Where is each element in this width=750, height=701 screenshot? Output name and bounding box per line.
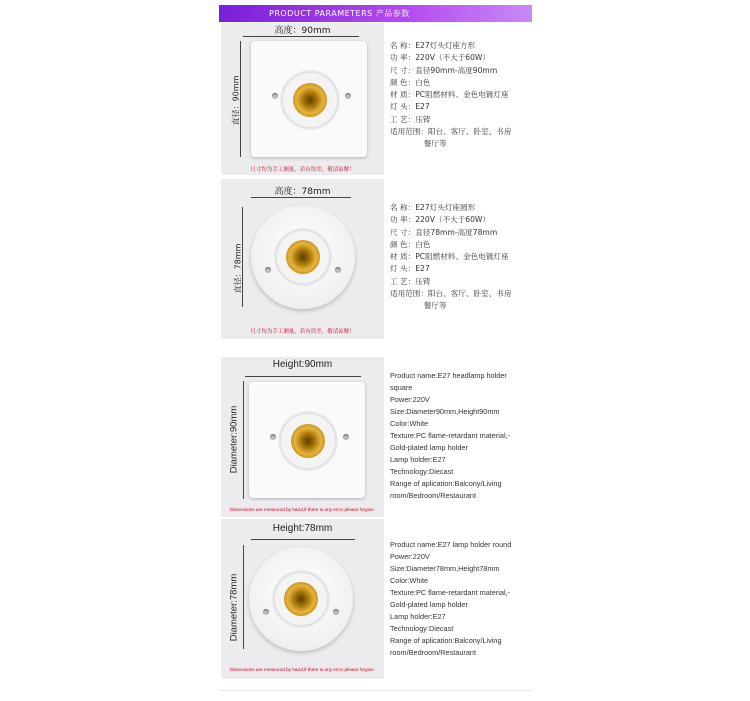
spec-line: 工 艺：压铸 — [390, 276, 431, 286]
spec-line: Texture:PC flame-retardant material,- — [390, 588, 511, 597]
spec-list-round-en — [390, 539, 511, 659]
round-lamp-holder — [249, 547, 353, 651]
spec-line: Technology:Diecast — [390, 467, 454, 476]
spec-line: Size:Diameter90mm,Height90mm — [390, 407, 500, 416]
spec-list-square-en — [390, 370, 510, 502]
screw-hole-left — [265, 267, 271, 273]
height-dimension-line — [243, 36, 359, 37]
spec-line: 名 称：E27灯头灯座方形 — [390, 41, 476, 50]
spec-line: 名 称：E27灯头灯座圆形 — [390, 203, 476, 212]
spec-line: Size:Diameter78mm,Height78mm — [390, 564, 500, 573]
height-dimension-line — [251, 539, 355, 540]
height-label: Height:90mm — [272, 359, 333, 370]
diameter-label: Diameter:78mm — [228, 573, 240, 642]
spec-line: Texture:PC flame-retardant material,- — [390, 431, 511, 440]
spec-line: Color:White — [390, 419, 429, 428]
spec-list-round-cn — [390, 202, 512, 313]
spec-line: Lamp holder:E27 — [390, 612, 446, 621]
screw-hole-right — [343, 434, 349, 440]
screw-hole-right — [345, 93, 351, 99]
spec-line: 适用范围：阳台、客厅、卧室、书房 — [390, 127, 512, 137]
screw-hole-left — [270, 434, 276, 440]
screw-hole-right — [333, 609, 339, 615]
diameter-label: Diameter:90mm — [228, 405, 240, 474]
spec-list-square-cn — [390, 40, 512, 151]
spec-line: Power:220V — [390, 552, 430, 561]
product-parameters-banner — [219, 5, 532, 22]
measurement-note: 尺寸均为手工测量，若有误差，敬请谅解！ — [250, 329, 355, 335]
height-label: Height:78mm — [272, 523, 333, 534]
height-dimension-line — [245, 376, 361, 377]
spec-line: Range of aplication:Balcony/Living — [390, 636, 502, 645]
spec-line: 颜 色：白色 — [390, 239, 431, 249]
spec-line: 颜 色：白色 — [390, 77, 431, 87]
screw-hole-right — [335, 267, 341, 273]
banner-title: PRODUCT PARAMETERS 产品参数 — [269, 9, 410, 18]
screw-hole-left — [272, 93, 278, 99]
spec-line: Color:White — [390, 576, 429, 585]
spec-line: room/Bedroom/Restaurant — [390, 491, 476, 500]
spec-line: Product name:E27 headlamp holder — [390, 371, 507, 380]
product-image-round-cn — [221, 179, 384, 339]
gold-socket — [284, 582, 318, 616]
spec-line: 功 率：220V（不大于60W） — [390, 215, 491, 225]
spec-line: 灯 头：E27 — [390, 264, 430, 274]
spec-line: Gold-plated lamp holder — [390, 443, 468, 452]
spec-line: 餐厅等 — [390, 139, 447, 149]
spec-line: 材 质：PC阻燃材料、金色电镀灯座 — [390, 252, 509, 262]
bottom-divider — [219, 690, 532, 691]
product-image-round-en — [221, 519, 384, 679]
gold-socket — [291, 424, 325, 458]
diameter-label: 直径：78mm — [233, 243, 243, 294]
product-image-square-cn — [221, 23, 384, 175]
square-lamp-holder — [249, 382, 365, 498]
spec-line: 尺 寸：直径78mm-高度78mm — [390, 227, 498, 237]
spec-line: Power:220V — [390, 395, 430, 404]
spec-line: room/Bedroom/Restaurant — [390, 648, 476, 657]
height-label: 高度：78mm — [274, 187, 331, 197]
height-label: 高度：90mm — [274, 26, 331, 36]
gold-socket — [293, 83, 327, 117]
square-lamp-holder — [251, 41, 367, 157]
gold-socket — [286, 240, 320, 274]
spec-line: 适用范围：阳台、客厅、卧室、书房 — [390, 289, 512, 299]
screw-hole-left — [263, 609, 269, 615]
spec-line: 尺 寸：直径90mm-高度90mm — [390, 65, 498, 75]
spec-line: Product name:E27 lamp holder round — [390, 540, 512, 549]
measurement-note: Dimensions are measured by hand,if there is any error please forgive. — [230, 667, 375, 672]
height-dimension-line — [251, 197, 351, 198]
spec-line: Gold-plated lamp holder — [390, 600, 468, 609]
spec-line: Technology:Diecast — [390, 624, 454, 633]
spec-line: square — [390, 383, 413, 392]
spec-line: Lamp holder:E27 — [390, 455, 446, 464]
round-lamp-holder — [251, 205, 355, 309]
spec-line: 材 质：PC阻燃材料、金色电镀灯座 — [390, 90, 509, 100]
spec-line: 工 艺：压铸 — [390, 114, 431, 124]
product-image-square-en — [221, 357, 384, 517]
spec-line: 餐厅等 — [390, 301, 447, 311]
measurement-note: 尺寸均为手工测量，若有误差，敬请谅解！ — [250, 167, 355, 173]
spec-line: Range of aplication:Balcony/Living — [390, 479, 502, 488]
spec-line: 灯 头：E27 — [390, 102, 430, 112]
diameter-label: 直径：90mm — [231, 75, 241, 126]
spec-line: 功 率：220V（不大于60W） — [390, 53, 491, 63]
measurement-note: Dimensions are measured by hand,if there is any error please forgive. — [230, 507, 375, 512]
diameter-dimension-line — [243, 545, 244, 649]
diameter-dimension-line — [243, 381, 244, 499]
